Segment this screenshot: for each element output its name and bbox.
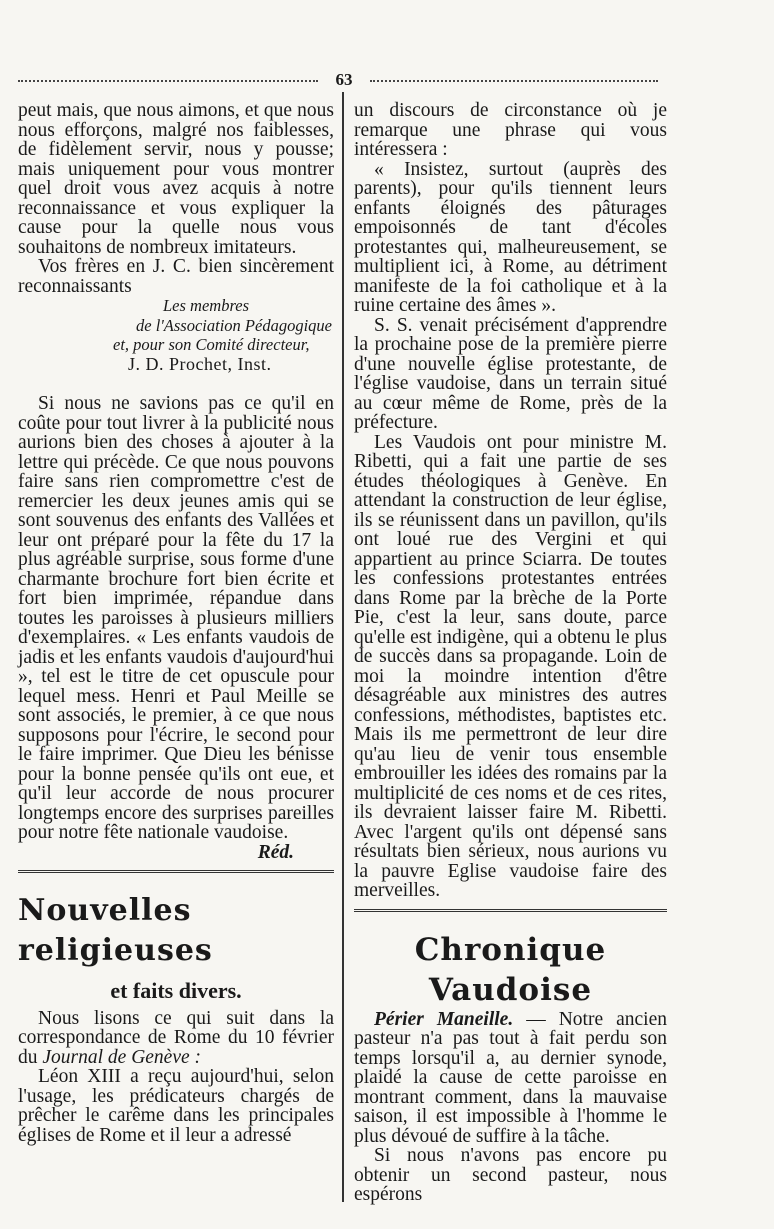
header-rule-left — [18, 80, 318, 82]
paragraph: un discours de circonstance où je remarque une phrase qui vous intéressera : — [354, 100, 667, 160]
column-divider — [342, 92, 344, 1202]
paragraph — [18, 1009, 334, 1068]
paragraph: Les Vaudois ont pour ministre M. Ribetti, qui a fait une partie de ses études théologiques à Genève. En attendant la construction de leur église, ils se réunissent dans un pavillon, qu'ils ont loué rue des Vergini et qui appartient au prince Sciarra. De toutes les confessions protestantes entrées dans Rome par la brèche de la Porte Pie, c'est la leur, sans doute, parce qu'elle est indigène, qui a obtenu le plus de succès dans sa propagande. Loin de moi la moindre intention d'être désagréable aux ministres des autres confessions, méthodistes, baptistes etc. Mais ils me permettront de leur dire qu'au lieu de venir tous ensemble embrouiller les idées des romains par la multiplicité de ces noms et de ces rites, ils devraient laisser faire M. Ribetti. Avec l'argent qu'ils ont dépensé sans résultats bien sérieux, nous aurions vu la pauvre Eglise vaudoise faire des merveilles. — [354, 431, 667, 901]
editor-signature: Réd. — [257, 841, 294, 863]
header-rule-right — [370, 80, 658, 82]
paragraph: Si nous n'avons pas encore pu obtenir un second pasteur, nous espérons — [354, 1145, 667, 1205]
signature-name: J. D. Prochet, Inst. — [128, 353, 272, 374]
signature-line: Les membres — [163, 296, 250, 315]
paragraph: S. S. venait précisément d'apprendre la prochaine pose de la première pierre d'une nouvelle église protestante, de l'église vaudoise, dans un terrain situé au cœur même de Rome, près de la préfecture. — [354, 314, 667, 433]
journal-title: Journal de Genève : — [42, 1046, 202, 1068]
paragraph: Si nous ne savions pas ce qu'il en coûte pour tout livrer à la publicité nous aurions bien des choses à ajouter à la lettre qui précède. Ce que nous pouvons faire sans rien compromettre c'est de remercier les deux jeunes amis qui se sont souvenus des enfants des Vallées et leur ont préparé pour la fête du 17 la plus agréable surprise, sous forme d'une charmante brochure fort bien écrite et fort bien imprimée, répandue dans toutes les paroisses à plusieurs milliers d'exemplaires. « Les enfants vaudois de jadis et les enfants vaudois d'aujourd'hui », tel est le titre de cet opuscule pour lequel mess. Henri et Paul Meille se sont associés, le premier, à ce que nous supposons pour l'écrire, le second pour le faire imprimer. Que Dieu les bénisse pour la bonne pensée qu'ils ont eue, et qu'il leur accorde de nous procurer longtemps encore des surprises pareilles pour notre fête nationale vaudoise. — [18, 393, 334, 843]
paragraph: Vos frères en J. C. bien sincèrement reconnaissants — [18, 256, 334, 297]
signature-line: et, pour son Comité directeur, — [113, 335, 310, 354]
section-separator — [354, 909, 667, 912]
text-run: — Notre ancien pasteur n'a pas tout à fait perdu son temps lorsqu'il a, au dernier synode, plaidé la cause de cette paroisse en montrant comment, dans la mauvaise saison, il est impossible à l'homme le plus dévoué de suffire à la tâche. — [354, 1008, 667, 1147]
paragraph — [354, 1010, 667, 1147]
page-number: 63 — [335, 70, 353, 89]
signature-line: de l'Association Pédagogique — [136, 315, 332, 335]
quotation: « Insistez, surtout (auprès des parents), pour qu'ils tiennent leurs enfants éloignés des pâturages empoisonnés de tant d'écoles protestantes qui, malheureusement, se multiplient ici, à Rome, au détriment manifeste de la foi catholique et à la ruine certaine des âmes ». — [354, 158, 667, 316]
right-column — [354, 101, 667, 1205]
section-separator — [18, 870, 334, 873]
text-run: Nous lisons ce qui suit dans la correspondance de Rome du 10 février du — [18, 1007, 334, 1068]
section-subheading: et faits divers. — [110, 978, 242, 1003]
page-header — [18, 70, 658, 92]
paragraph: Léon XIII a reçu aujourd'hui, selon l'usage, les prédicateurs chargés de prêcher le carême dans les principales églises de Rome et il leur a adressé — [18, 1066, 334, 1146]
section-heading: Chronique Vaudoise — [414, 931, 607, 1008]
place-name: Périer Maneille. — [374, 1008, 514, 1030]
paragraph: peut mais, que nous aimons, et que nous nous efforçons, malgré nos faiblesses, de fidèlement servir, nous y pousse; mais uniquement pour vous montrer quel droit vous avez acquis à notre reconnaissance et vous expliquer la cause pour la quelle nous vous souhaitons de nombreux imitateurs. — [18, 100, 334, 258]
left-column — [18, 101, 334, 1145]
section-heading: Nouvelles religieuses — [18, 893, 213, 968]
